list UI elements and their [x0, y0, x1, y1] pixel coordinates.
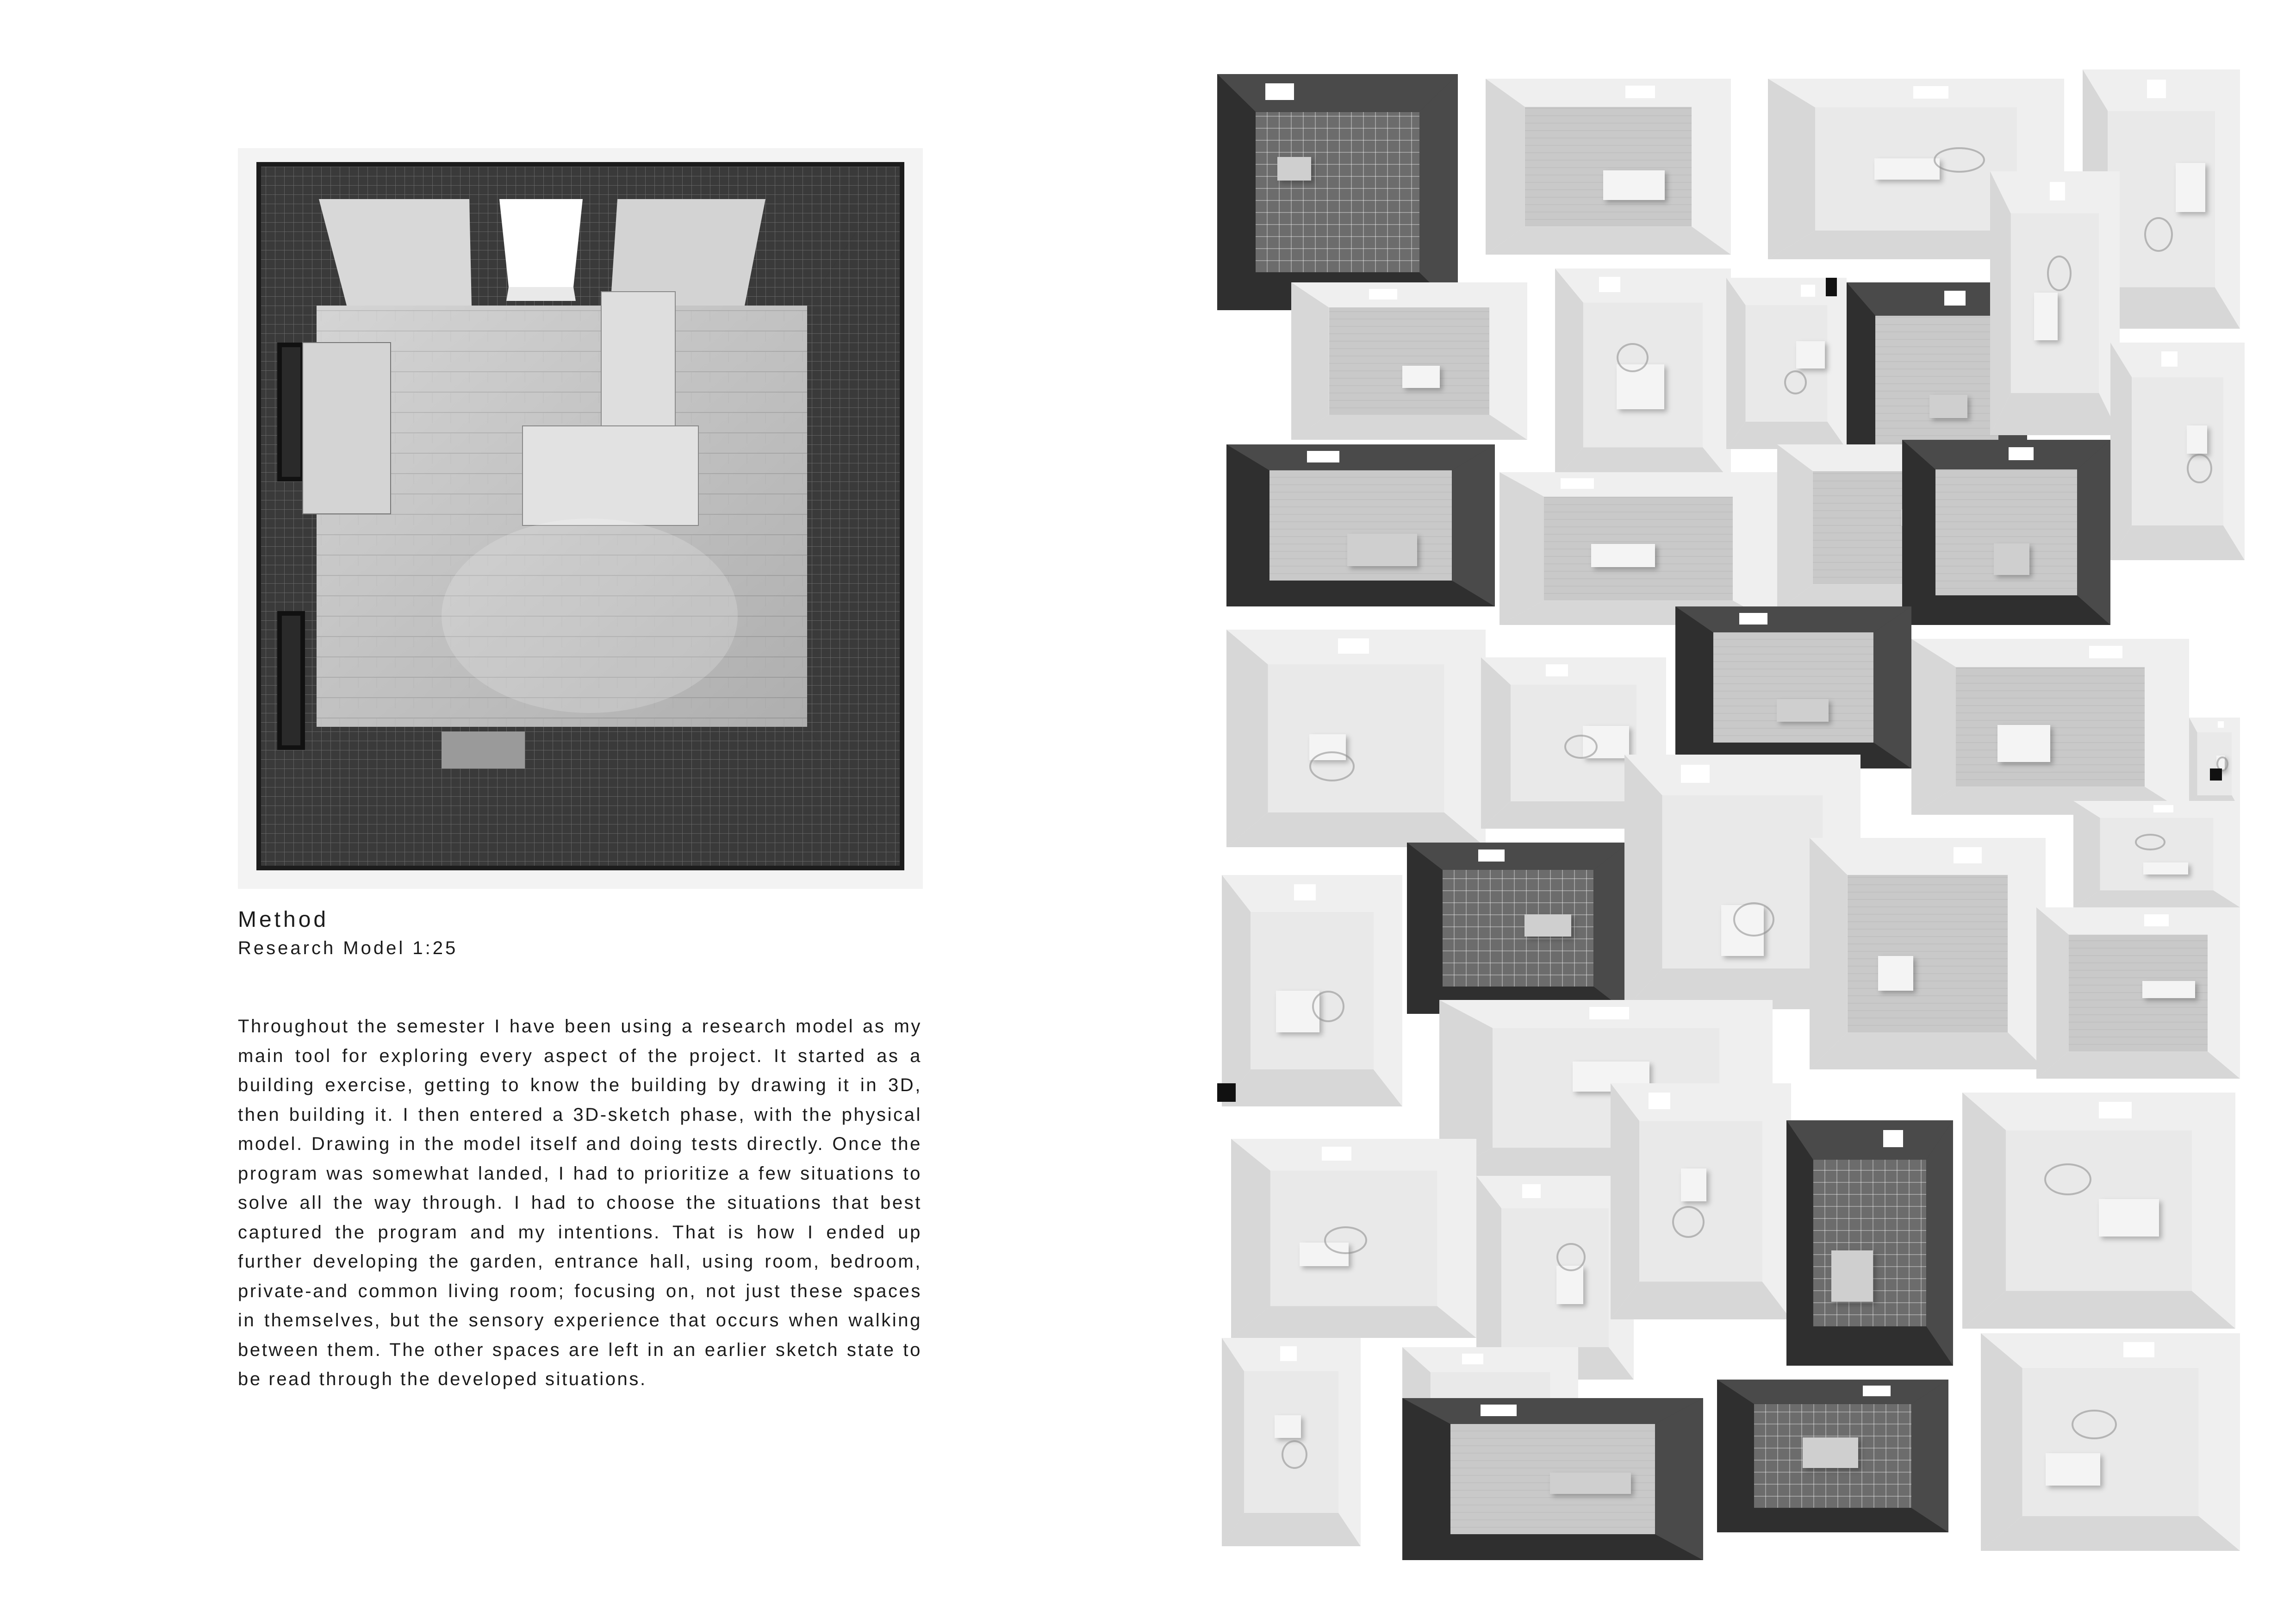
model-photo-tile: [1990, 171, 2120, 435]
model-photo-tile: [1222, 875, 1402, 1106]
model-photo-tile: [1231, 1139, 1476, 1338]
model-photo-tile: [1226, 444, 1495, 606]
model-photo-tile: [1810, 838, 2046, 1069]
model-photo-tile: [1291, 282, 1527, 440]
model-photo-tile: [1962, 1093, 2235, 1329]
model-photo-tile: [1407, 843, 1629, 1014]
model-photo-tile: [1717, 1380, 1948, 1532]
model-photo-tile: [1486, 79, 1731, 255]
model-photo-tile: [1675, 606, 1911, 768]
model-photo-tile: [1226, 630, 1486, 847]
model-photo-tile: [1500, 472, 1777, 625]
section-subheading: Research Model 1:25: [238, 937, 458, 958]
model-photo-tile: [2036, 907, 2240, 1079]
research-model-illustration: [238, 148, 923, 889]
model-photo-tile: [2073, 801, 2240, 907]
model-photo-tile: [1981, 1333, 2240, 1551]
model-photo-tile: [1902, 440, 2110, 625]
section-heading: Method: [238, 907, 329, 932]
model-photo-tile: [1222, 1338, 1361, 1546]
model-photo-tile: [1402, 1398, 1703, 1560]
model-photo-tile: [1726, 278, 1847, 449]
model-photo-tile: [1217, 74, 1458, 310]
model-photo-tile: [2189, 718, 2240, 810]
hero-model-photo: [238, 148, 923, 889]
model-photo-tile: [1611, 1083, 1791, 1319]
model-photo-tile: [2110, 343, 2245, 560]
model-photo-tile: [1555, 269, 1731, 481]
model-photo-tile: [1786, 1120, 1953, 1366]
method-body-text: Throughout the semester I have been using a research model as my main tool for exploring every aspect of the project. It started as a building exercise, getting to know the building by drawing it in 3D, then building it. I then entered a 3D-sketch phase, with the physical model. Drawing in the model itself and doing tests directly. Once the program was somewhat landed, I had to prioritize a few situations to solve all the way through. I had to choose the situations that best captured the program and my intentions. That is how I ended up further developing the garden, entrance hall, using room, bedroom, private-and common living room; focusing on, not just these spaces in themselves, but the sensory experience that occurs when walking between them. The other spaces are left in an earlier sketch state to be read through the developed situations.: [238, 1016, 922, 1389]
method-title-block: [238, 906, 927, 959]
model-photo-tile: [1911, 639, 2189, 815]
